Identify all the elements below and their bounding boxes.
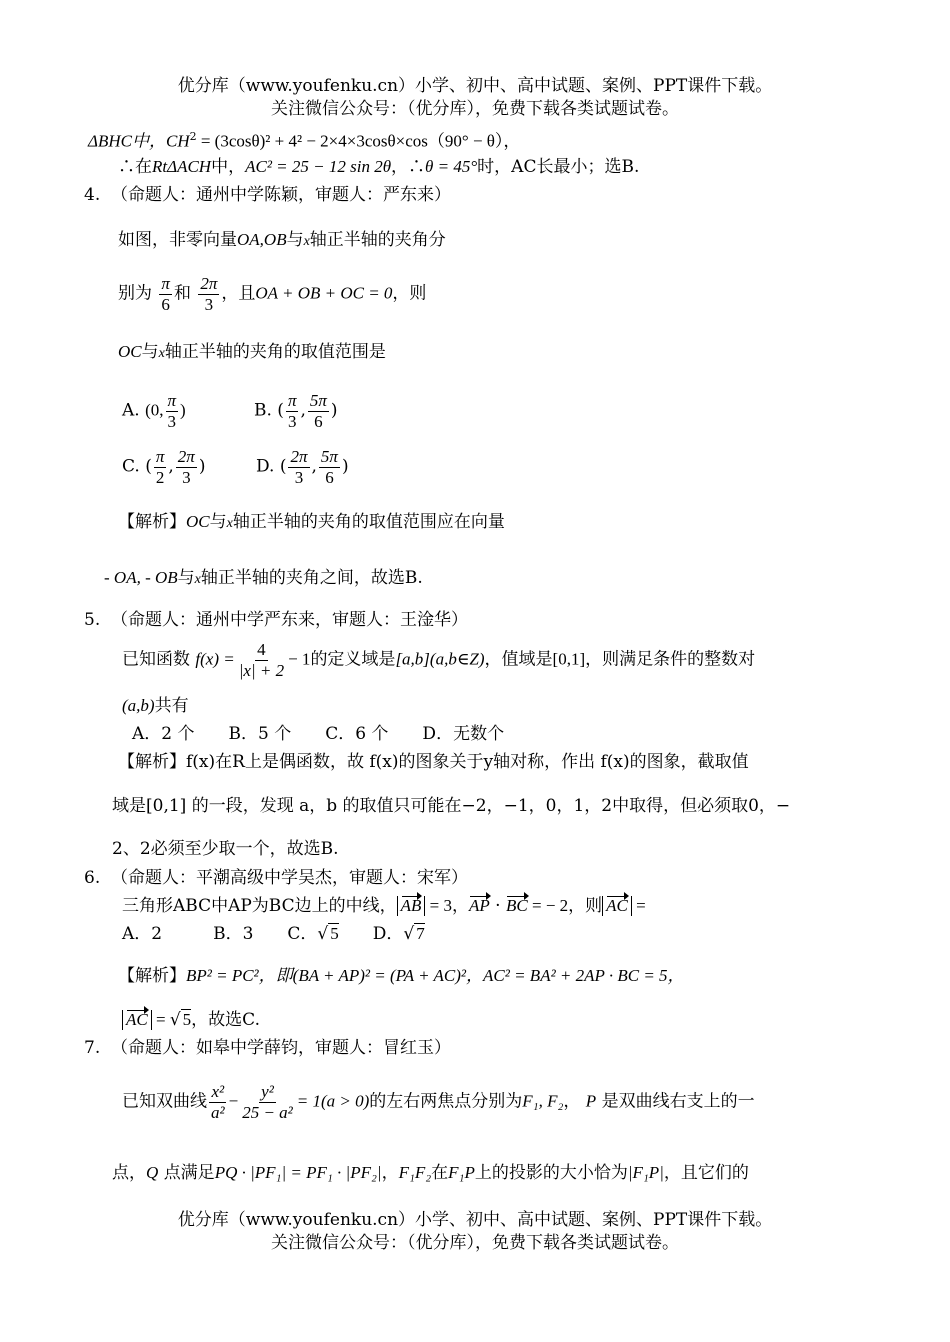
solution-tag: 【解析】 [118, 752, 186, 772]
q4-option-d: D. ( $\frac{2\pi}{3}$ , $\frac{5\pi}{6}$ ) [256, 447, 349, 487]
q5-stem-line-2 [122, 696, 189, 716]
q6-opts-a: A．2 B．3 C． [122, 924, 318, 944]
q4-l3-x: x [158, 346, 165, 361]
q4-solution-line-1 [118, 512, 505, 533]
q6-sol-1: BP² = PC²，即(BA + AP)² = (PA + AC)²，AC² = BA² + 2AP · BC = 5， [186, 966, 685, 985]
q4-vectors: OA,OB [237, 230, 287, 249]
option-b-frac-2 [308, 391, 329, 431]
q4-sol-d: 轴正半轴的夹角的取值范围应在向量 [232, 512, 505, 532]
prev-line1-rest: = (3cosθ)² + 4² − 2×4×3cosθ×cos（90° − θ）， [196, 131, 521, 151]
frac-num: π [161, 274, 170, 293]
q7-stem-line-1 [122, 1082, 755, 1122]
frac-num: 5π [320, 447, 338, 466]
header-line-2: 关注微信公众号：（优分库），免费下载各类试题试卷。 [271, 99, 679, 119]
option-c-frac-1 [154, 447, 167, 487]
vector-ap: AP [469, 896, 490, 915]
frac-num: x² [211, 1082, 225, 1101]
frac-den: 25 − a² [242, 1102, 293, 1122]
q4-l2-a: 别为 [118, 283, 152, 304]
q7-stem-line-2 [112, 1163, 749, 1183]
q4-l1-a: 如图，非零向量 [118, 230, 237, 250]
frac-num: 2π [177, 447, 195, 466]
q6-stem-line-1 [122, 896, 646, 916]
q6-sol-end: ，故选C. [191, 1010, 260, 1030]
q7-abs-f1p: |F₁P| [627, 1163, 664, 1182]
q7-point-p: P [585, 1091, 597, 1111]
q5-l1-d: ，则满足条件的整数对 [585, 649, 756, 670]
q4-stem-line-2 [118, 274, 426, 314]
q7-minus: − [228, 1091, 239, 1111]
option-c-frac-2 [176, 447, 197, 487]
frac-den: 3 [294, 467, 304, 487]
q4-heading [84, 185, 451, 205]
q4-l1-e: 轴正半轴的夹角分 [309, 230, 446, 250]
q5-meta: （命题人：通州中学严东来，审题人：王淦华） [111, 610, 469, 630]
q6-abs-ac [602, 896, 632, 916]
solution-tag: 【解析】 [118, 512, 186, 532]
q5-condition: (a,b∈Z) [429, 649, 485, 669]
option-label: A. [122, 400, 140, 421]
q6-l1-d: = [631, 896, 646, 915]
q4-sol2-vectors: - OA, - OB [104, 568, 178, 587]
frac-num: 2π [290, 447, 308, 466]
q6-l1-b: = 3， [425, 896, 469, 915]
q4-sol2-b: 与 [177, 568, 195, 588]
q6-sol-sqrt5: 5 [182, 1010, 192, 1029]
q5-l1-b: 的定义域是 [310, 649, 396, 670]
vector-ac: AC [126, 1010, 148, 1029]
q4-vector-sum: OA + OB + OC = 0 [255, 283, 393, 303]
q5-range: [0,1] [552, 649, 586, 669]
frac-den: 3 [204, 294, 214, 314]
frac-num: 5π [309, 391, 327, 410]
q4-option-b: B. ( $\frac{\pi}{3}$ , $\frac{5\pi}{6}$ ) [254, 391, 338, 431]
q4-frac-2pi-3 [198, 274, 219, 314]
q4-l3-d: 轴正半轴的夹角的取值范围是 [164, 342, 386, 362]
q7-eq: = 1(a > 0) [296, 1091, 370, 1111]
q6-l1-c: = − 2，则 [527, 896, 603, 915]
q6-meta: （命题人：平潮高级中学吴杰，审题人：宋军） [111, 868, 469, 888]
frac-num: y² [261, 1082, 274, 1101]
frac-den: 2 [155, 467, 165, 487]
q4-l2-c: ，且 [221, 283, 256, 304]
q5-stem-line-1 [122, 640, 755, 680]
header-line-1: 优分库（www.youfenku.cn）小学、初中、高中试题、案例、PPT课件下载。 [177, 76, 773, 96]
q6-sol-eq: = [151, 1010, 170, 1029]
q4-stem-line-1 [118, 230, 446, 251]
prev-solution-line-1: ΔBHC中，$CH^2 = (3\cos\theta)^2 + 4^2 - 2\times 4\times 3\cos\theta\times\cos(90^\circ - \theta)$， [88, 130, 521, 151]
q5-solution-line-3: 2、2必须至少取一个，故选B. [112, 839, 339, 859]
dot: · [489, 896, 506, 916]
q5-pair: (a,b) [122, 696, 155, 715]
q7-l2-i: 上的投影的大小恰为 [474, 1163, 628, 1183]
q7-l2-g: 在 [431, 1163, 449, 1183]
q7-l2-e: ， [381, 1163, 399, 1183]
option-d-frac-1 [288, 447, 309, 487]
q7-l1-a: 已知双曲线 [122, 1091, 207, 1112]
q7-f1p: F₁P [448, 1163, 475, 1182]
q7-point-q: Q [146, 1163, 159, 1182]
q4-option-a [122, 391, 186, 431]
option-label: B. [254, 400, 272, 421]
frac-den: 6 [161, 294, 170, 314]
q4-l2-e: ，则 [392, 283, 427, 304]
footer-line-1: 优分库（www.youfenku.cn）小学、初中、高中试题、案例、PPT课件下载。 [177, 1210, 773, 1230]
footer-line-2: 关注微信公众号：（优分库），免费下载各类试题试卷。 [271, 1233, 679, 1253]
frac-den: a² [211, 1102, 225, 1122]
prev-line2-a: ∴在 [118, 157, 152, 177]
q6-sqrt5: 5 [330, 924, 339, 943]
q5-heading [84, 610, 468, 630]
frac-den: 3 [182, 467, 191, 487]
frac-den: 3 [287, 411, 297, 431]
prev-line2-c: 中， [211, 157, 246, 177]
q5-function: f(x) = [195, 649, 235, 669]
q7-condition: PQ · |PF₁| = PF₁ · |PF₂| [214, 1163, 382, 1182]
frac-den: |x| + 2 [238, 660, 285, 680]
option-a-frac [166, 391, 179, 431]
q6-sqrt7: 7 [416, 924, 425, 943]
option-a-open: (0, [145, 400, 164, 420]
q7-meta: （命题人：如皋中学薛钧，审题人：冒红玉） [111, 1038, 452, 1058]
frac-num: π [167, 391, 177, 410]
q7-frac-y [240, 1082, 295, 1122]
q6-solution-line-2: AC = √ 5，故选C. [122, 1010, 260, 1030]
q7-l1-b: 的左右两焦点分别为 [369, 1091, 523, 1112]
q7-f1f2: F₁F₂ [398, 1163, 432, 1182]
q4-solution-line-2 [104, 568, 423, 589]
option-b-frac-1 [286, 391, 299, 431]
q5-l1-a: 已知函数 [122, 649, 190, 670]
q7-frac-x [209, 1082, 227, 1122]
prev-line2-e: ，∴ [391, 157, 426, 177]
q4-sol-x: x [226, 516, 233, 531]
vector-bc: BC [506, 896, 528, 915]
q4-sol-b: 与 [209, 512, 227, 532]
q7-l2-a: 点， [112, 1163, 146, 1183]
q5-l1-c: ，值域是 [484, 649, 553, 670]
solution-tag: 【解析】 [118, 966, 186, 986]
q4-option-c: C. ( $\frac{\pi}{2}$ , $\frac{2\pi}{3}$ ) [122, 447, 206, 487]
q7-heading [84, 1038, 451, 1058]
vector-ac: AC [606, 896, 628, 915]
q6-abs-ab [397, 896, 426, 916]
q6-sol-abs-ac [122, 1010, 152, 1030]
q5-solution-line-2: 域是[0,1] 的一段，发现 a，b 的取值只可能在−2，−1，0，1，2中取得，但必须取0，− [112, 796, 791, 816]
q6-opts-b: D． [338, 924, 404, 944]
option-label: D. [256, 456, 275, 477]
prev-line2-d: AC² = 25 − 12 sin 2θ [245, 157, 392, 176]
frac-den: 6 [314, 411, 323, 431]
frac-den: 3 [167, 411, 177, 431]
q6-number: 6. [84, 868, 101, 888]
q4-number: 4. [84, 185, 101, 205]
vector-ab: AB [400, 896, 422, 915]
q5-sol-1: f(x)在R上是偶函数，故 f(x)的图象关于y轴对称，作出 f(x)的图象，截取值 [186, 752, 749, 772]
q7-foci: F₁, F₂ [522, 1091, 564, 1111]
q4-stem-line-3 [118, 342, 386, 363]
q7-l1-f: 是双曲线右支上的一 [601, 1091, 755, 1112]
prev-line1-prefix: ΔBHC中，CH [88, 131, 190, 151]
q6-options: A．2 B．3 C．√ 5 D．√ 7 [122, 924, 425, 944]
prev-line2-b: RtΔACH [152, 157, 212, 176]
frac-num: π [155, 447, 165, 466]
q4-frac-pi-6 [159, 274, 172, 314]
frac-num: π [287, 391, 297, 410]
q5-number: 5. [84, 610, 101, 630]
frac-num: 4 [257, 640, 266, 659]
q7-l2-c: 点满足 [163, 1163, 215, 1183]
q4-sol2-d: 轴正半轴的夹角之间，故选B. [200, 568, 423, 588]
prev-line2-g: 时，AC长最小；选B. [477, 157, 640, 177]
q7-l1-d: ， [563, 1091, 581, 1112]
q4-sol-oc: OC [186, 512, 210, 531]
q5-minus-one: − 1 [288, 649, 311, 669]
q5-frac [237, 640, 286, 680]
prev-solution-line-2 [118, 157, 639, 177]
q5-solution-line-1 [118, 752, 749, 772]
q4-l3-b: 与 [141, 342, 159, 362]
q4-meta: （命题人：通州中学陈颖，审题人：严东来） [111, 185, 452, 205]
q6-heading [84, 868, 468, 888]
option-d-frac-2 [319, 447, 340, 487]
q6-l1-a: 三角形ABC中AP为BC边上的中线， [122, 896, 397, 916]
prev-line2-f: θ = 45° [425, 157, 478, 176]
q7-number: 7. [84, 1038, 101, 1058]
frac-den: 6 [325, 467, 334, 487]
frac-num: 2π [200, 274, 218, 293]
q4-l1-x: x [303, 234, 310, 249]
q6-solution-line-1 [118, 966, 685, 986]
q5-domain: [a,b] [395, 649, 430, 669]
q4-l1-c: 与 [286, 230, 304, 250]
q4-sol2-x: x [194, 572, 201, 587]
option-a-close: ) [180, 400, 186, 420]
q4-oc: OC [118, 342, 142, 361]
q7-l2-k: ，且它们的 [663, 1163, 749, 1183]
q5-options: A．2 个 B．5 个 C．6 个 D．无数个 [132, 724, 505, 744]
q4-l2-b: 和 [173, 283, 191, 304]
q5-l2-b: 共有 [154, 696, 189, 716]
option-label: C. [122, 456, 140, 477]
